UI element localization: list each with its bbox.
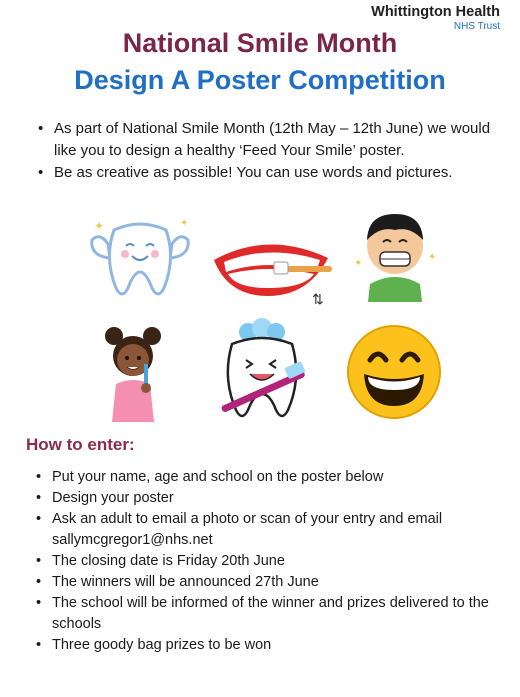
svg-text:✦: ✦ xyxy=(354,258,363,269)
girl-brushing-illustration xyxy=(98,322,168,426)
list-item: • Design your poster xyxy=(36,488,506,509)
org-subtitle: NHS Trust xyxy=(453,21,500,32)
svg-text:⇅: ⇅ xyxy=(312,291,324,307)
tooth-with-toothbrush-illustration xyxy=(210,318,320,426)
brushing-mouth-illustration xyxy=(208,230,338,308)
intro-list xyxy=(38,118,508,184)
intro-item: • As part of National Smile Month (12th May – 12th June) we would like you to design a healthy ‘Feed Your Smile’ poster. xyxy=(38,118,508,162)
svg-text:✦: ✦ xyxy=(180,218,189,229)
list-item: • Put your name, age and school on the poster below xyxy=(36,467,506,488)
list-item: • The closing date is Friday 20th June xyxy=(36,551,506,572)
list-item: • The school will be informed of the winner and prizes delivered to the schools xyxy=(36,593,506,635)
grinning-boy-illustration xyxy=(350,200,440,302)
list-item: • The winners will be announced 27th June xyxy=(36,572,506,593)
how-to-enter-list xyxy=(36,467,506,656)
svg-text:✦: ✦ xyxy=(428,252,437,263)
grinning-face-emoji xyxy=(344,322,444,422)
list-item: • Ask an adult to email a photo or scan of your entry and email sallymcgregor1@nhs.net xyxy=(36,509,506,551)
svg-text:✦: ✦ xyxy=(94,219,105,233)
org-name: Whittington Health xyxy=(371,4,500,20)
how-to-enter-heading: How to enter: xyxy=(26,435,135,454)
page-subtitle: Design A Poster Competition xyxy=(74,65,446,95)
strong-tooth-illustration xyxy=(80,208,200,308)
list-item: • Three goody bag prizes to be won xyxy=(36,635,506,656)
page-title: National Smile Month xyxy=(122,28,398,58)
intro-item: • Be as creative as possible! You can use words and pictures. xyxy=(38,162,508,184)
